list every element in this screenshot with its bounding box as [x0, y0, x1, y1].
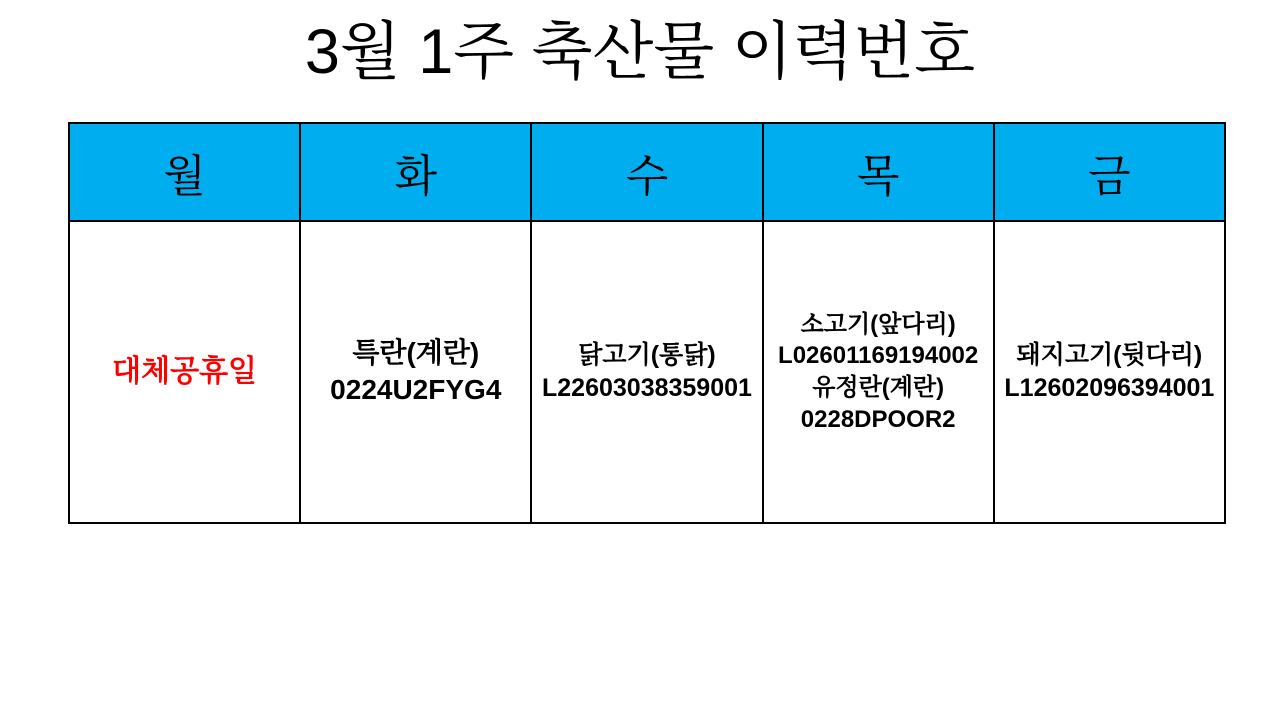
cell-wednesday	[531, 221, 762, 523]
table-row	[69, 221, 1225, 523]
header-monday: 월	[69, 123, 300, 221]
trace-number: L22603038359001	[542, 374, 752, 402]
header-friday: 금	[994, 123, 1225, 221]
product-name: 닭고기(통닭)	[578, 341, 716, 369]
trace-number: L12602096394001	[1004, 374, 1215, 402]
header-wednesday: 수	[531, 123, 762, 221]
table-body-row	[69, 221, 1225, 523]
product-name: 소고기(앞다리)	[800, 310, 956, 338]
cell-monday	[69, 221, 300, 523]
header-tuesday: 화	[300, 123, 531, 221]
trace-number: 0224U2FYG4	[330, 374, 502, 405]
page-title: 3월 1주 축산물 이력번호	[304, 17, 976, 87]
holiday-label: 대체공휴일	[112, 355, 258, 389]
cell-friday	[994, 221, 1225, 523]
table-header-row	[69, 123, 1225, 221]
product-name: 돼지고기(뒷다리)	[1016, 341, 1203, 369]
cell-thursday	[763, 221, 994, 523]
product-name: 특란(계란)	[352, 337, 480, 369]
header-thursday: 목	[763, 123, 994, 221]
product-name: 유정란(계란)	[812, 374, 945, 401]
weekly-schedule-table	[68, 122, 1226, 524]
trace-number: L02601169194002	[778, 342, 979, 370]
trace-number: 0228DPOOR2	[800, 405, 956, 433]
cell-tuesday	[300, 221, 531, 523]
